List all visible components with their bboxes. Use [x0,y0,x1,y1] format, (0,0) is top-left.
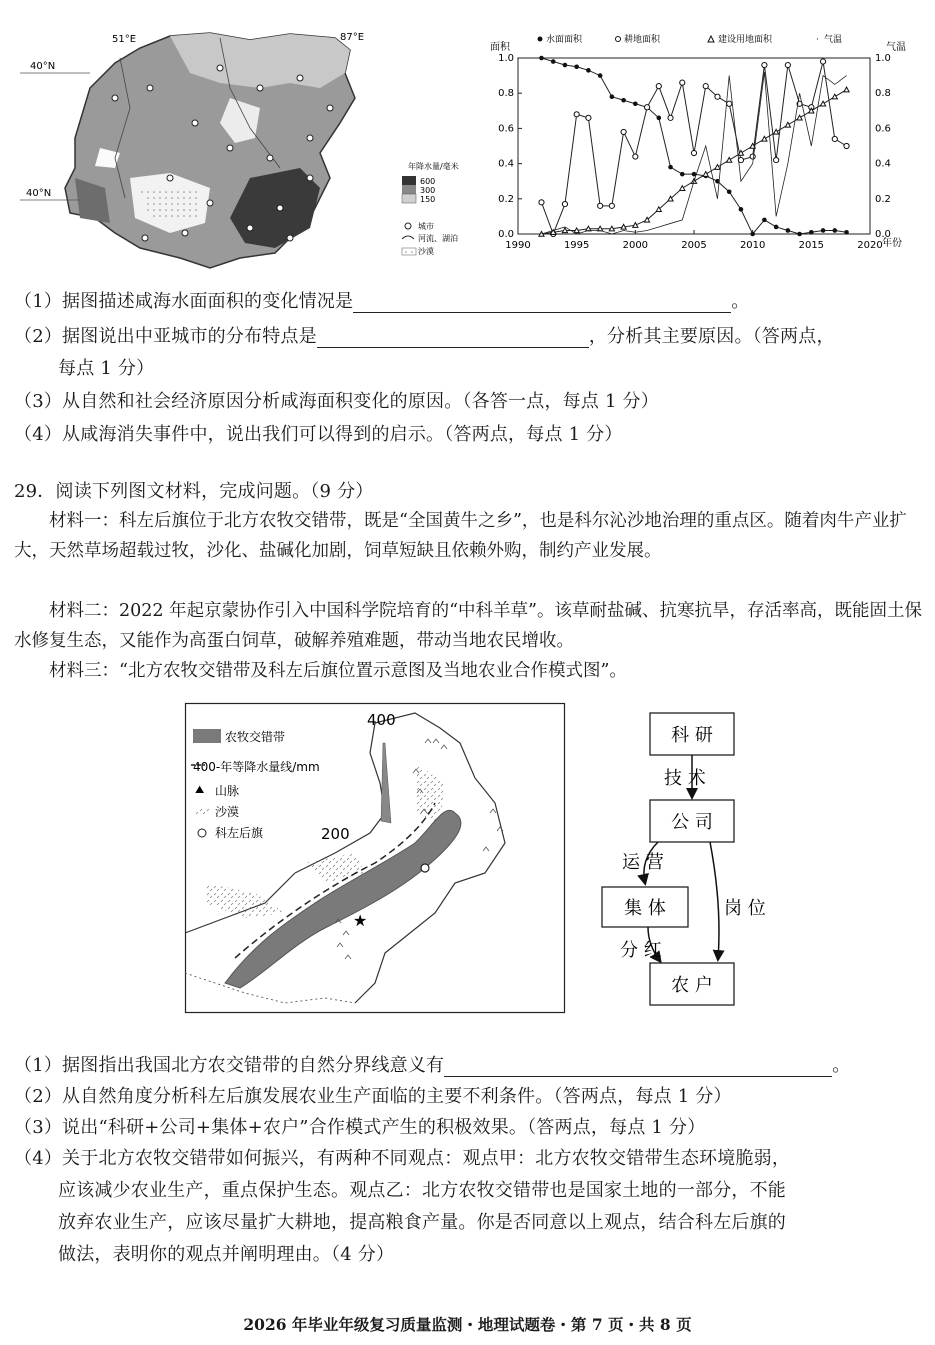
precip-150-swatch [402,194,416,203]
farmland-point [539,200,544,205]
q28-2-text: （2）据图说出中亚城市的分布特点是 [14,326,317,347]
construction-point [633,223,638,228]
q29-2: （2）从自然角度分析科左后旗发展农业生产面临的主要不利条件。（答两点，每点 1 分） [14,1086,732,1107]
legend-sand: 沙漠 [215,805,240,819]
desert-legend-icon [402,248,416,255]
farmland-point [656,84,661,89]
q29-1-text: （1）据图指出我国北方农交错带的自然分界线意义有 [14,1055,445,1076]
series-line-1 [541,62,846,234]
precip-600-swatch [402,176,416,185]
cooperation-flow-diagram [600,705,766,1015]
legend-water: 水面面积 [546,35,583,45]
lat-label-bottom: 40°N [26,188,52,199]
y-tick-label-right: 1.0 [875,53,891,64]
construction-point [774,129,779,134]
water-point [786,228,791,233]
construction-point [680,186,685,191]
farmland-point [762,62,767,67]
construction-point [727,157,732,162]
construction-point [844,87,849,92]
water-point [750,232,755,237]
construction-point [820,101,825,106]
q28-4: （4）从咸海消失事件中，说出我们可以得到的启示。（答两点，每点 1 分） [14,424,623,445]
q29-1 [14,1051,850,1077]
q29-title: 29．阅读下列图文材料，完成问题。（9 分） [14,481,374,502]
q28-1-text: （1）据图描述咸海水面面积的变化情况是 [14,291,354,312]
q28-1-answer-blank[interactable] [353,294,731,313]
y-tick-label-left: 0.8 [498,88,514,100]
farmland-point [703,84,708,89]
farmland-point [609,203,614,208]
q29-4-line2: 应该减少农业生产，重点保护生态。观点乙：北方农牧交错带也是国家土地的一部分，不能 [58,1180,786,1201]
construction-point [797,115,802,120]
y-tick-label-left: 1.0 [498,53,514,64]
company-label: 公 司 [671,812,713,833]
water-point [563,63,568,68]
kezuohouqi-legend-icon [198,829,206,837]
farmland-point [586,115,591,120]
desert-legend-icon-2 [195,807,209,815]
river-legend-icon [402,236,414,239]
construction-point [832,94,837,99]
x-tick-label: 2000 [622,240,649,251]
farmland-point [844,143,849,148]
farmland-point [774,157,779,162]
q29-material-2: 材料二：2022 年起京蒙协作引入中国科学院培育的“中科羊草”。该草耐盐碱、抗寒抗旱，存活率高，既能固土保水修复生态，又能作为高蛋白饲草，破解养殖难题，带动当地农民增收。 [14,601,922,651]
farmland-point [820,59,825,64]
water-point [797,232,802,237]
y-tick-label-right: 0.0 [875,229,891,240]
aral-sea-chart [490,28,930,258]
water-point [657,116,662,121]
q29-4-line3: 放弃农业生产，应该尽量扩大耕地，提高粮食产量。你是否同意以上观点，结合科左后旗的 [58,1212,786,1233]
legend-city: 城市 [418,222,434,231]
water-point [762,218,767,223]
farmland-point [644,105,649,110]
q28-2-text-b: ，分析其主要原因。（答两点， [588,326,835,347]
y-tick-label-left: 0.4 [498,158,514,170]
arrow-company-farmer [710,842,719,959]
north-china-map [185,703,565,1013]
water-point [727,189,732,194]
collective-label: 集 体 [624,898,666,919]
legend-isohyet: 400-年等降水量线/mm [193,760,320,774]
farmland-point [750,154,755,159]
water-point [739,207,744,212]
water-point [844,230,849,235]
construction-point [703,172,708,177]
farmland-point [727,101,732,106]
legend-temp: 气温 [824,35,843,45]
legend-construction: 建设用地面积 [718,35,773,45]
q29-material-1: 材料一：科左后旗位于北方农牧交错带，既是“全国黄牛之乡”，也是科尔沁沙地治理的重点区。随着肉牛产业扩大，天然草场超载过牧，沙化、盐碱化加剧，饲草短缺且依赖外购，制约产业发展。 [14,511,907,561]
operate-label: 运 营 [622,852,664,873]
precip-legend-title: 年降水量/毫米 [408,162,459,171]
y-tick-label-right: 0.4 [875,158,891,170]
farmland-point [574,112,579,117]
farmland-point [598,203,603,208]
y-right-label: 气温 [886,42,906,53]
series-line-2 [541,90,846,234]
water-point [833,228,838,233]
legend-farmland: 耕地面积 [624,35,661,45]
lon-label-right: 87°E [340,32,365,43]
chart-legend [538,33,843,45]
y-tick-label-right: 0.8 [875,88,891,100]
q29-3: （3）说出“科研+公司+集体+农户”合作模式产生的积极效果。（答两点，每点 1 分） [14,1117,706,1138]
y-tick-label-left: 0.6 [498,123,514,135]
q28-1-end: 。 [731,291,750,312]
x-tick-label: 2005 [681,240,707,251]
q29-4-line4: 做法，表明你的观点并阐明理由。（4 分） [58,1244,395,1265]
x-tick-label: 2015 [798,240,825,251]
y-tick-label-left: 0.0 [498,229,514,240]
legend-ecotone-swatch [193,729,221,743]
q29-1-end: 。 [832,1055,851,1076]
q29-1-answer-blank[interactable] [444,1058,832,1077]
water-point [586,68,591,73]
farmer-label: 农 户 [671,975,713,996]
x-tick-label: 1990 [505,240,531,251]
q28-2-cont: 每点 1 分） [58,358,155,379]
research-label: 科 研 [671,725,713,746]
water-point [551,59,556,64]
legend-ecotone: 农牧交错带 [225,730,286,744]
q28-1 [14,287,749,313]
central-asia-map [20,28,490,278]
y-tick-label-right: 0.6 [875,123,891,135]
kezuohouqi-marker [421,864,429,872]
water-point [598,73,603,78]
farmland-point [715,94,720,99]
q29-4: （4）关于北方农牧交错带如何振兴，有两种不同观点：观点甲：北方农牧交错带生态环境脆弱， [14,1148,791,1169]
lon-label-left: 51°E [112,34,137,45]
city-legend-icon [405,223,411,229]
q29-material-3: 材料三：“北方农牧交错带及科左后旗位置示意图及当地农业合作模式图”。 [49,661,627,681]
farmland-point [668,115,673,120]
farmland-point [832,136,837,141]
construction-point [715,165,720,170]
q28-3: （3）从自然和社会经济原因分析咸海面积变化的原因。（各答一点，每点 1 分） [14,391,659,412]
x-tick-label: 1995 [563,240,590,251]
farmland-point [691,150,696,155]
y-tick-label-left: 0.2 [498,193,514,205]
q28-2 [14,322,835,348]
construction-point [785,122,790,127]
dividend-label: 分 红 [620,940,662,961]
water-point [821,228,826,233]
precip-300-swatch [402,185,416,194]
construction-point [574,228,579,233]
construction-point [621,224,626,229]
label-400: 400 [367,711,396,729]
x-unit-label: 年份 [882,238,902,249]
q28-2-answer-blank[interactable] [317,329,589,348]
precip-legend-300: 300 [420,186,436,195]
y-left-label: 面积 [490,42,510,53]
farmland-point [785,62,790,67]
water-point [539,56,544,61]
water-point [680,172,685,177]
water-point [621,98,626,103]
water-point [774,225,779,230]
series-line-0 [541,58,846,234]
legend-temp-marker: · [816,35,819,45]
label-200: 200 [321,825,350,843]
farmland-point [633,154,638,159]
water-point [574,65,579,70]
water-point [809,230,814,235]
post-label: 岗 位 [724,898,766,919]
construction-point [562,228,567,233]
legend-kezuohouqi: 科左后旗 [215,826,264,840]
star-icon: ★ [353,911,368,930]
water-point [610,94,615,99]
mountain-legend-icon: ⛰ [195,783,205,796]
farmland-point [562,201,567,206]
precip-legend-600: 600 [420,177,436,186]
water-point [633,101,638,106]
legend-river: 河流、湖泊 [418,234,458,243]
x-tick-label: 2020 [857,240,883,251]
x-tick-label: 2010 [739,240,766,251]
construction-point [609,226,614,231]
water-point [668,165,673,170]
legend-desert: 沙漠 [418,247,434,256]
legend-mountain: 山脉 [215,784,240,798]
page-footer: 2026 年毕业年级复习质量监测・地理试题卷・第 7 页・共 8 页 [243,1315,692,1334]
tech-label: 技 术 [664,768,706,789]
construction-point [762,136,767,141]
farmland-point [621,129,626,134]
farmland-point [680,80,685,85]
precip-legend-150: 150 [420,195,436,204]
lat-label-top: 40°N [30,61,56,72]
y-tick-label-right: 0.2 [875,193,891,205]
